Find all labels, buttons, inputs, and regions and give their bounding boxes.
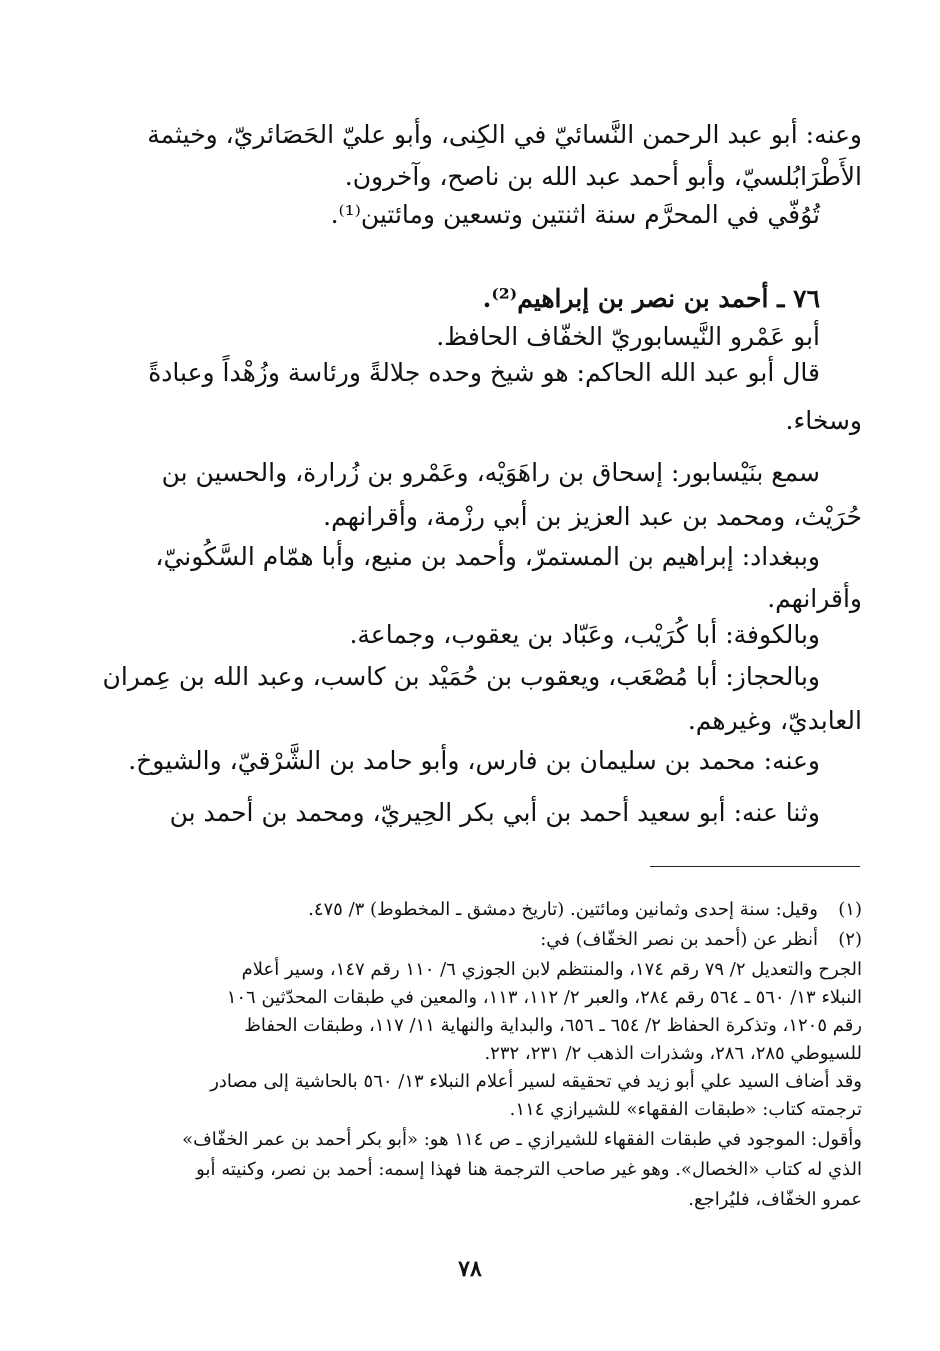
text-line: قال أبو عبد الله الحاكم: هو شيخ وحده جلالةً ورئاسة وزُهْداً وعبادةً (148, 358, 820, 387)
text-line: أبو عَمْرو النَّيسابوريّ الخفّاف الحافظ. (436, 322, 820, 351)
footnote-marker: (١) (838, 899, 862, 920)
footnote-line: النبلاء ١٣/ ٥٦٠ ـ ٥٦٤ رقم ٢٨٤، والعبر ٢/ ١١٢، ١١٣، والمعين في طبقات المحدّثين ١٠٦ (226, 987, 862, 1008)
text-line: وعنه: محمد بن سليمان بن فارس، وأبو حامد بن الشَّرْقيّ، والشيوخ. (128, 746, 820, 775)
footnote-separator (650, 866, 860, 867)
footnote-line: ترجمته كتاب: «طبقات الفقهاء» للشيرازي ١١٤. (509, 1099, 862, 1120)
text-line: وبالحجاز: أبا مُصْعَب، ويعقوب بن حُمَيْد بن كاسب، وعبد الله بن عِمران (102, 662, 820, 691)
footnote-marker: (٢) (838, 929, 862, 950)
text-line: وعنه: أبو عبد الرحمن النَّسائيّ في الكِنى، وأبو عليّ الحَصَائريّ، وخيثمة (147, 120, 862, 149)
footnote-line: عمرو الخفّاف، فليُراجع. (688, 1189, 862, 1210)
text-line: الأَطْرَابُلسيّ، وأبو أحمد عبد الله بن ناصح، وآخرون. (344, 162, 862, 191)
text-line: وأقرانهم. (767, 584, 862, 613)
text-line: وبالكوفة: أبا كُرَيْب، وعَبّاد بن يعقوب، وجماعة. (349, 620, 820, 649)
page-number: ٧٨ (458, 1256, 482, 1282)
footnote-line: وقد أضاف السيد علي أبو زيد في تحقيقه لسير أعلام النبلاء ١٣/ ٥٦٠ بالحاشية إلى مصادر (210, 1071, 862, 1092)
text-line: العابديّ، وغيرهم. (687, 706, 862, 735)
text-line: حُرَيْث، ومحمد بن عبد العزيز بن أبي رزْمة، وأقرانهم. (323, 502, 862, 531)
footnote-line: للسيوطي ٢٨٥، ٢٨٦، وشذرات الذهب ٢/ ٢٣١، ٢٣٢. (484, 1043, 862, 1064)
footnote-line: رقم ١٢٠٥، وتذكرة الحفاظ ٢/ ٦٥٤ ـ ٦٥٦، والبداية والنهاية ١١/ ١١٧، وطبقات الحفاظ (244, 1015, 862, 1036)
footnote-line: أنظر عن (أحمد بن نصر الخفّاف) في: (540, 929, 818, 950)
footnote-line: وأقول: الموجود في طبقات الفقهاء للشيرازي ـ ص ١١٤ هو: «أبو بكر أحمد بن عمر الخفّاف» (182, 1129, 862, 1150)
text-line: وسخاء. (785, 406, 862, 435)
text-line: وببغداد: إبراهيم بن المستمرّ، وأحمد بن منيع، وأبا همّام السَّكُونيّ، (155, 542, 820, 571)
text-line: وثنا عنه: أبو سعيد أحمد بن أبي بكر الحِيريّ، ومحمد بن أحمد بن (169, 798, 820, 827)
footnote-line: الذي له كتاب «الخصال». وهو غير صاحب الترجمة هنا فهذا إسمه: أحمد بن نصر، وكنيته أبو (196, 1159, 862, 1180)
footnote-line: الجرح والتعديل ٢/ ٧٩ رقم ١٧٤، والمنتظم لابن الجوزي ٦/ ١١٠ رقم ١٤٧، وسير أعلام (241, 959, 862, 980)
text-line: تُوُفّي في المحرَّم سنة اثنتين وتسعين ومائتين⁽¹⁾. (330, 200, 820, 229)
text-line: سمع بنَيْسابور: إسحاق بن راهَوَيْه، وعَمْرو بن زُرارة، والحسين بن (161, 458, 820, 487)
footnote-line: وقيل: سنة إحدى وثمانين ومائتين. (تاريخ دمشق ـ المخطوط) ٣/ ٤٧٥. (308, 899, 818, 920)
entry-heading: ٧٦ ـ أحمد بن نصر بن إبراهيم⁽²⁾. (482, 284, 820, 313)
